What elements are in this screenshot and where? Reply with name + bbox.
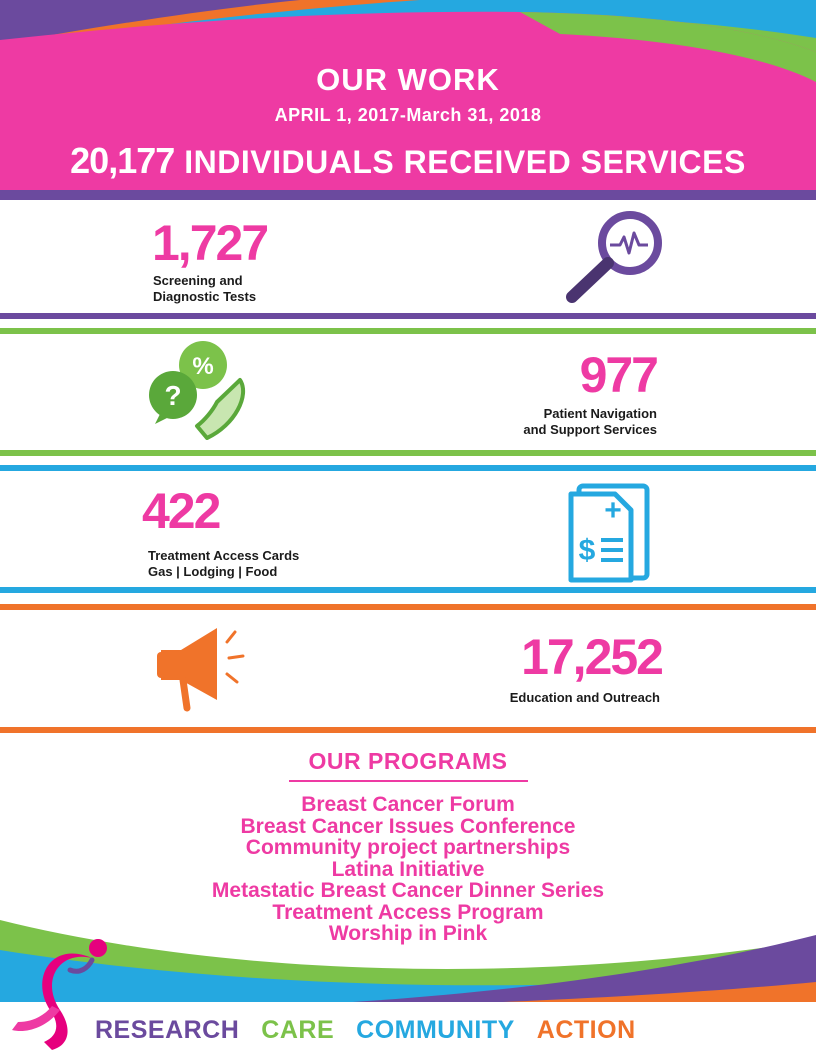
bill-document-icon (565, 480, 655, 585)
program-item: Community project partnerships (245, 836, 571, 859)
stat-treatment-label-line1: Treatment Access Cards (148, 548, 300, 563)
divider-blue-bottom (0, 587, 816, 593)
magnifier-heartbeat-icon (560, 205, 670, 305)
stat-navigation-label-line2: and Support Services (523, 422, 657, 437)
divider-blue-top (0, 465, 816, 471)
megaphone-icon (155, 620, 250, 715)
stat-treatment-value: 422 (142, 483, 220, 539)
divider-green-bottom (0, 450, 816, 456)
program-item: Breast Cancer Forum (301, 793, 515, 816)
stat-screening-label-line1: Screening and (153, 273, 243, 288)
phone-chat-bubbles-icon (145, 340, 255, 445)
stat-navigation-value: 977 (579, 347, 657, 403)
divider-orange-bottom (0, 727, 816, 733)
total-label: INDIVIDUALS RECEIVED SERVICES (184, 144, 746, 180)
date-range: APRIL 1, 2017-March 31, 2018 (274, 105, 542, 125)
page-title: OUR WORK (316, 62, 500, 97)
stat-screening-value: 1,727 (152, 215, 268, 271)
tagline-action: ACTION (536, 1016, 636, 1044)
tagline-care: CARE (261, 1016, 335, 1044)
stat-education-label: Education and Outreach (509, 690, 660, 705)
stat-navigation-label (460, 406, 657, 438)
stat-navigation-label-line1: Patient Navigation (543, 406, 657, 421)
divider-orange-top (0, 604, 816, 610)
divider-green-top (0, 328, 816, 334)
tagline-research: RESEARCH (95, 1016, 240, 1044)
stat-treatment-label (148, 548, 299, 580)
dollar-glyph: $ (578, 534, 596, 567)
plus-glyph: + (604, 494, 622, 527)
question-glyph: ? (164, 380, 182, 411)
stat-screening-label (153, 273, 256, 305)
stat-treatment-label-line2: Gas | Lodging | Food (148, 564, 278, 579)
stat-education-value: 17,252 (521, 629, 662, 685)
program-item: Treatment Access Program (272, 900, 544, 924)
percent-glyph: % (192, 353, 214, 380)
program-item: Latina Initiative (331, 857, 485, 881)
tagline (95, 1016, 658, 1045)
program-item: Metastatic Breast Cancer Dinner Series (211, 879, 605, 902)
stat-screening-label-line2: Diagnostic Tests (153, 289, 257, 304)
programs-heading: OUR PROGRAMS (308, 748, 508, 774)
program-item: Worship in Pink (328, 922, 488, 945)
tagline-community: COMMUNITY (356, 1016, 515, 1044)
programs-underline (289, 780, 528, 782)
total-count: 20,177 (70, 140, 175, 181)
program-item: Breast Cancer Issues Conference (240, 814, 576, 838)
headline (0, 140, 816, 182)
divider-purple (0, 313, 816, 319)
